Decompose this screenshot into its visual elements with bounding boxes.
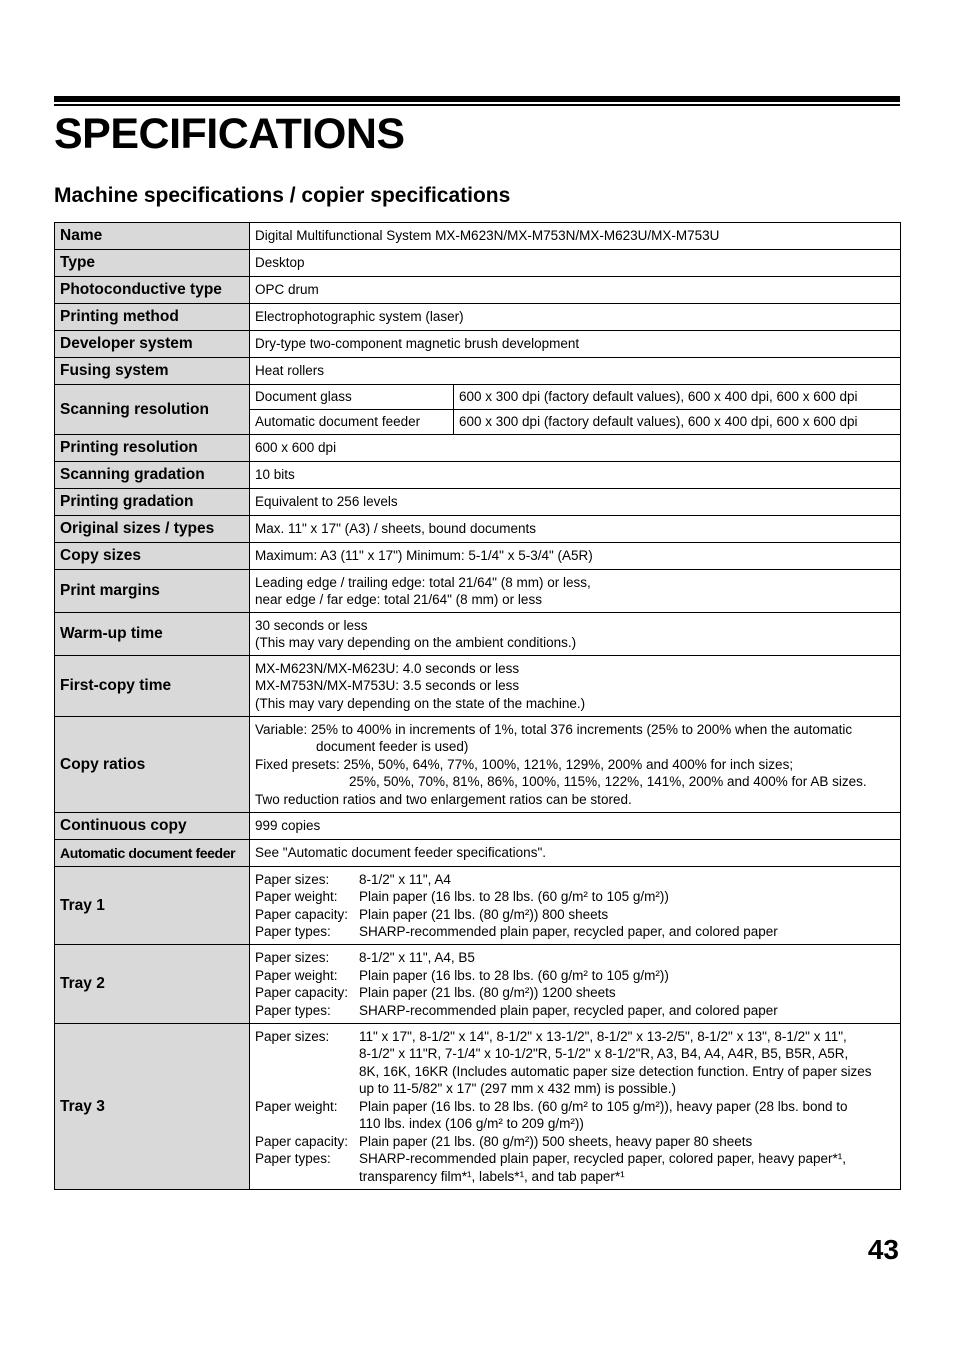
detail-value (359, 1028, 895, 1098)
spec-row-continuous-copy (55, 813, 901, 840)
header-rule-thin (54, 104, 900, 106)
spec-row-original-sizes (55, 516, 901, 543)
spec-label: Warm-up time (55, 613, 250, 656)
section-heading: Machine specifications / copier specifications (54, 184, 511, 207)
detail-value: Plain paper (21 lbs. (80 g/m²)) 1200 sheets (359, 985, 616, 1000)
spec-label: Continuous copy (55, 813, 250, 840)
spec-row-scanning-gradation (55, 462, 901, 489)
spec-row-fusing-system (55, 358, 901, 385)
page-title: SPECIFICATIONS (54, 110, 405, 158)
spec-value: 600 x 300 dpi (factory default values), 600 x 400 dpi, 600 x 600 dpi (454, 410, 901, 435)
spec-value: 600 x 300 dpi (factory default values), 600 x 400 dpi, 600 x 600 dpi (454, 385, 901, 410)
spec-value (250, 613, 901, 656)
tray3-details (255, 1028, 895, 1186)
spec-value: Dry-type two-component magnetic brush development (250, 331, 901, 358)
spec-value: Maximum: A3 (11" x 17") Minimum: 5-1/4" x 5-3/4" (A5R) (250, 543, 901, 570)
spec-row-warmup-time (55, 613, 901, 656)
spec-row-tray1 (55, 867, 901, 945)
spec-value: OPC drum (250, 277, 901, 304)
detail-key: Paper weight: (255, 1098, 338, 1114)
detail-value: Plain paper (21 lbs. (80 g/m²)) 800 sheets (359, 906, 609, 922)
value-line: 110 lbs. index (106 g/m² to 209 g/m²)) (359, 1116, 584, 1132)
value-line: 8-1/2" x 11"R, 7-1/4" x 10-1/2"R, 5-1/2" x 8-1/2"R, A3, B4, A4, A4R, B5, B5R, A5R, (359, 1046, 849, 1062)
spec-label: Tray 3 (55, 1024, 250, 1190)
page-number: 43 (867, 1234, 899, 1265)
spec-row-tray3 (55, 1024, 901, 1190)
detail-key: Paper types: (255, 1002, 331, 1018)
spec-value: Max. 11" x 17" (A3) / sheets, bound documents (250, 516, 901, 543)
header-rule-thick (54, 96, 900, 102)
spec-value (250, 1024, 901, 1190)
value-line: SHARP-recommended plain paper, recycled paper, colored paper, heavy paper*¹, (359, 1151, 847, 1167)
spec-label: Printing resolution (55, 435, 250, 462)
detail-value: Plain paper (16 lbs. to 28 lbs. (60 g/m² to 105 g/m²)) (359, 889, 669, 904)
spec-value: 10 bits (250, 462, 901, 489)
spec-label: Print margins (55, 570, 250, 613)
spec-label: Copy ratios (55, 717, 250, 813)
spec-row-photoconductive-type (55, 277, 901, 304)
detail-value: SHARP-recommended plain paper, recycled paper, and colored paper (359, 1002, 778, 1018)
detail-key: Paper capacity: (255, 985, 349, 1000)
detail-key: Paper sizes: (255, 871, 330, 887)
detail-value: Plain paper (16 lbs. to 28 lbs. (60 g/m² to 105 g/m²)) (359, 967, 669, 983)
spec-row-adf (55, 840, 901, 867)
spec-value (250, 867, 901, 945)
spec-value (250, 570, 901, 613)
value-line: Two reduction ratios and two enlargement ratios can be stored. (255, 791, 632, 807)
detail-key: Paper sizes: (255, 1028, 330, 1044)
specifications-table (54, 222, 901, 1190)
value-line: MX-M623N/MX-M623U: 4.0 seconds or less (255, 660, 520, 676)
spec-value (250, 656, 901, 717)
spec-row-printing-resolution (55, 435, 901, 462)
spec-value: Digital Multifunctional System MX-M623N/MX-M753N/MX-M623U/MX-M753U (250, 223, 901, 250)
tray2-details (255, 949, 895, 1019)
spec-label: Copy sizes (55, 543, 250, 570)
spec-value: 600 x 600 dpi (250, 435, 901, 462)
value-line: 25%, 50%, 70%, 81%, 86%, 100%, 115%, 122%, 141%, 200% and 400% for AB sizes. (349, 774, 867, 790)
spec-row-developer-system (55, 331, 901, 358)
spec-row-name (55, 223, 901, 250)
detail-value: 8-1/2" x 11", A4, B5 (359, 950, 475, 965)
spec-value (250, 717, 901, 813)
detail-key: Paper weight: (255, 889, 338, 904)
spec-label: First-copy time (55, 656, 250, 717)
value-line: Variable: 25% to 400% in increments of 1%, total 376 increments (25% to 200% when the automatic (255, 721, 853, 737)
spec-row-copy-sizes (55, 543, 901, 570)
value-line: (This may vary depending on the ambient conditions.) (255, 635, 577, 650)
spec-value: 999 copies (250, 813, 901, 840)
value-line: Leading edge / trailing edge: total 21/64" (8 mm) or less, (255, 574, 591, 590)
spec-row-type (55, 250, 901, 277)
value-line: (This may vary depending on the state of the machine.) (255, 695, 586, 711)
spec-label: Scanning gradation (55, 462, 250, 489)
spec-sublabel: Automatic document feeder (250, 410, 454, 435)
spec-value: Desktop (250, 250, 901, 277)
spec-label: Tray 2 (55, 945, 250, 1024)
spec-label: Automatic document feeder (55, 840, 250, 867)
spec-label: Tray 1 (55, 867, 250, 945)
spec-label: Original sizes / types (55, 516, 250, 543)
value-line: 30 seconds or less (255, 617, 368, 633)
detail-value: SHARP-recommended plain paper, recycled paper, and colored paper (359, 924, 778, 939)
spec-value (250, 945, 901, 1024)
spec-value: Equivalent to 256 levels (250, 489, 901, 516)
spec-row-copy-ratios (55, 717, 901, 813)
spec-value: Heat rollers (250, 358, 901, 385)
detail-value: 8-1/2" x 11", A4 (359, 871, 451, 887)
tray1-details (255, 871, 895, 941)
detail-key: Paper sizes: (255, 950, 330, 965)
value-line: 11" x 17", 8-1/2" x 14", 8-1/2" x 13-1/2", 8-1/2" x 13-2/5", 8-1/2" x 13", 8-1/2" x 11", (359, 1028, 847, 1044)
spec-row-scanning-resolution (55, 385, 901, 410)
value-line: document feeder is used) (316, 739, 469, 755)
spec-value: Electrophotographic system (laser) (250, 304, 901, 331)
spec-value: See "Automatic document feeder specifications". (250, 840, 901, 867)
value-line: up to 11-5/82" x 17" (297 mm x 432 mm) is possible.) (359, 1081, 676, 1097)
detail-value (359, 1150, 895, 1185)
spec-label: Scanning resolution (55, 385, 250, 435)
value-line: Plain paper (16 lbs. to 28 lbs. (60 g/m² to 105 g/m²)), heavy paper (28 lbs. bond to (359, 1098, 848, 1114)
detail-value: Plain paper (21 lbs. (80 g/m²)) 500 sheets, heavy paper 80 sheets (359, 1133, 753, 1149)
spec-label: Type (55, 250, 250, 277)
value-line: 8K, 16K, 16KR (Includes automatic paper size detection function. Entry of paper sizes (359, 1063, 872, 1079)
detail-key: Paper types: (255, 1151, 331, 1167)
spec-row-tray2 (55, 945, 901, 1024)
spec-row-print-margins (55, 570, 901, 613)
spec-row-first-copy-time (55, 656, 901, 717)
detail-key: Paper weight: (255, 967, 338, 983)
detail-key: Paper capacity: (255, 1133, 349, 1149)
spec-label: Developer system (55, 331, 250, 358)
spec-row-printing-method (55, 304, 901, 331)
spec-row-printing-gradation (55, 489, 901, 516)
value-line: MX-M753N/MX-M753U: 3.5 seconds or less (255, 678, 520, 694)
value-line: Fixed presets: 25%, 50%, 64%, 77%, 100%, 121%, 129%, 200% and 400% for inch sizes; (255, 756, 794, 772)
detail-key: Paper capacity: (255, 906, 349, 922)
detail-value (359, 1098, 895, 1133)
spec-label: Fusing system (55, 358, 250, 385)
value-line: transparency film*¹, labels*¹, and tab paper*¹ (359, 1168, 625, 1184)
detail-key: Paper types: (255, 924, 331, 939)
spec-sublabel: Document glass (250, 385, 454, 410)
spec-label: Photoconductive type (55, 277, 250, 304)
value-line: near edge / far edge: total 21/64" (8 mm) or less (255, 592, 542, 607)
spec-label: Name (55, 223, 250, 250)
spec-label: Printing method (55, 304, 250, 331)
spec-label: Printing gradation (55, 489, 250, 516)
